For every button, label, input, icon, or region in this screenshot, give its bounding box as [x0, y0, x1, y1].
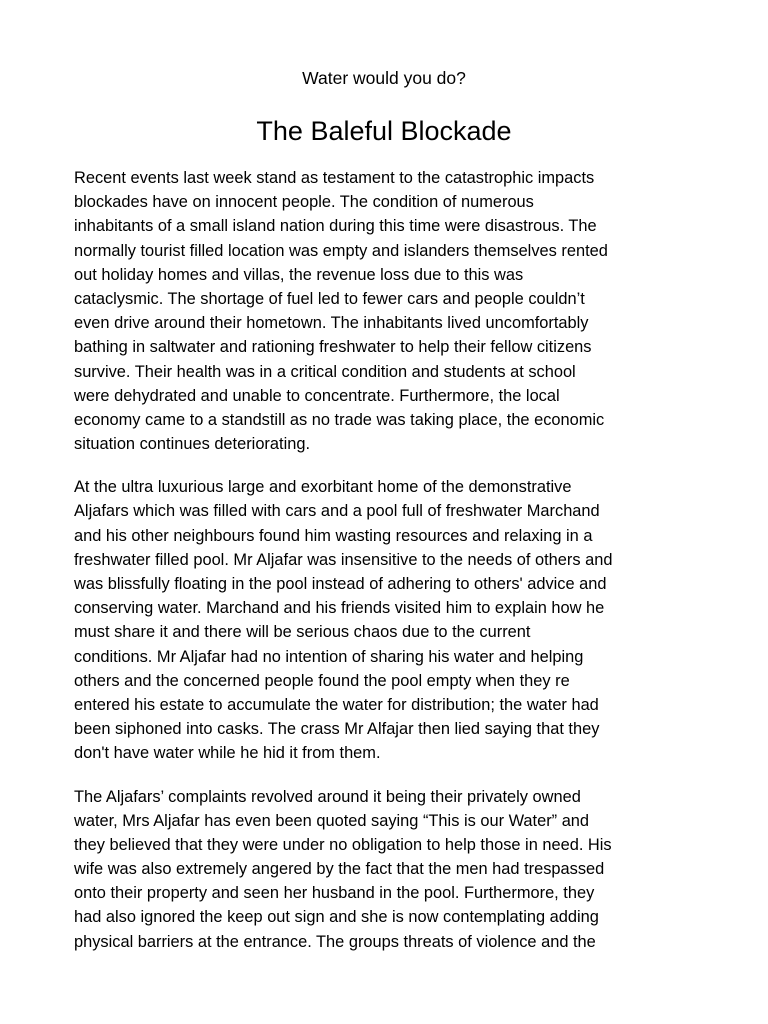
- text-line: The Aljafars’ complaints revolved around it being their privately owned: [74, 787, 581, 806]
- paragraph-1: [74, 166, 704, 456]
- text-line: inhabitants of a small island nation during this time were disastrous. The: [74, 217, 597, 236]
- text-line: had also ignored the keep out sign and she is now contemplating adding: [74, 908, 599, 927]
- text-line: onto their property and seen her husband in the pool. Furthermore, they: [74, 884, 595, 903]
- text-line: normally tourist filled location was empty and islanders themselves rented: [74, 241, 608, 260]
- text-line: water, Mrs Aljafar has even been quoted saying “This is our Water” and: [74, 811, 590, 830]
- text-line: conserving water. Marchand and his friends visited him to explain how he: [74, 599, 605, 618]
- document-title: The Baleful Blockade: [256, 116, 512, 146]
- text-line: must share it and there will be serious chaos due to the current: [74, 623, 531, 642]
- text-line: freshwater filled pool. Mr Aljafar was insensitive to the needs of others and: [74, 550, 613, 569]
- text-line: were dehydrated and unable to concentrate. Furthermore, the local: [74, 386, 560, 405]
- text-line: don't have water while he hid it from them.: [74, 744, 381, 763]
- paragraph-3: [74, 785, 704, 954]
- text-line: wife was also extremely angered by the fact that the men had trespassed: [74, 860, 605, 879]
- text-line: out holiday homes and villas, the revenue loss due to this was: [74, 265, 524, 284]
- text-line: entered his estate to accumulate the water for distribution; the water had: [74, 695, 599, 714]
- text-line: situation continues deteriorating.: [74, 435, 310, 454]
- document-kicker: Water would you do?: [302, 68, 466, 88]
- text-line: others and the concerned people found the pool empty when they re: [74, 671, 570, 690]
- text-line: and his other neighbours found him wasting resources and relaxing in a: [74, 526, 593, 545]
- text-line: was blissfully floating in the pool instead of adhering to others' advice and: [74, 575, 607, 593]
- text-line: At the ultra luxurious large and exorbitant home of the demonstrative: [74, 478, 572, 497]
- text-line: physical barriers at the entrance. The groups threats of violence and the: [74, 932, 596, 951]
- text-line: economy came to a standstill as no trade was taking place, the economic: [74, 410, 605, 429]
- paragraph-2: [74, 475, 704, 765]
- text-line: cataclysmic. The shortage of fuel led to fewer cars and people couldn’t: [74, 289, 585, 308]
- text-line: survive. Their health was in a critical condition and students at school: [74, 362, 576, 381]
- text-line: Aljafars which was filled with cars and a pool full of freshwater Marchand: [74, 502, 600, 521]
- text-line: even drive around their hometown. The inhabitants lived uncomfortably: [74, 314, 589, 333]
- text-line: bathing in saltwater and rationing freshwater to help their fellow citizens: [74, 338, 592, 357]
- text-line: blockades have on innocent people. The condition of numerous: [74, 193, 534, 212]
- text-line: they believed that they were under no obligation to help those in need. His: [74, 835, 612, 854]
- text-line: conditions. Mr Aljafar had no intention of sharing his water and helping: [74, 647, 584, 666]
- article-body: [74, 166, 704, 973]
- text-line: Recent events last week stand as testament to the catastrophic impacts: [74, 169, 595, 187]
- text-line: been siphoned into casks. The crass Mr Alfajar then lied saying that they: [74, 720, 600, 739]
